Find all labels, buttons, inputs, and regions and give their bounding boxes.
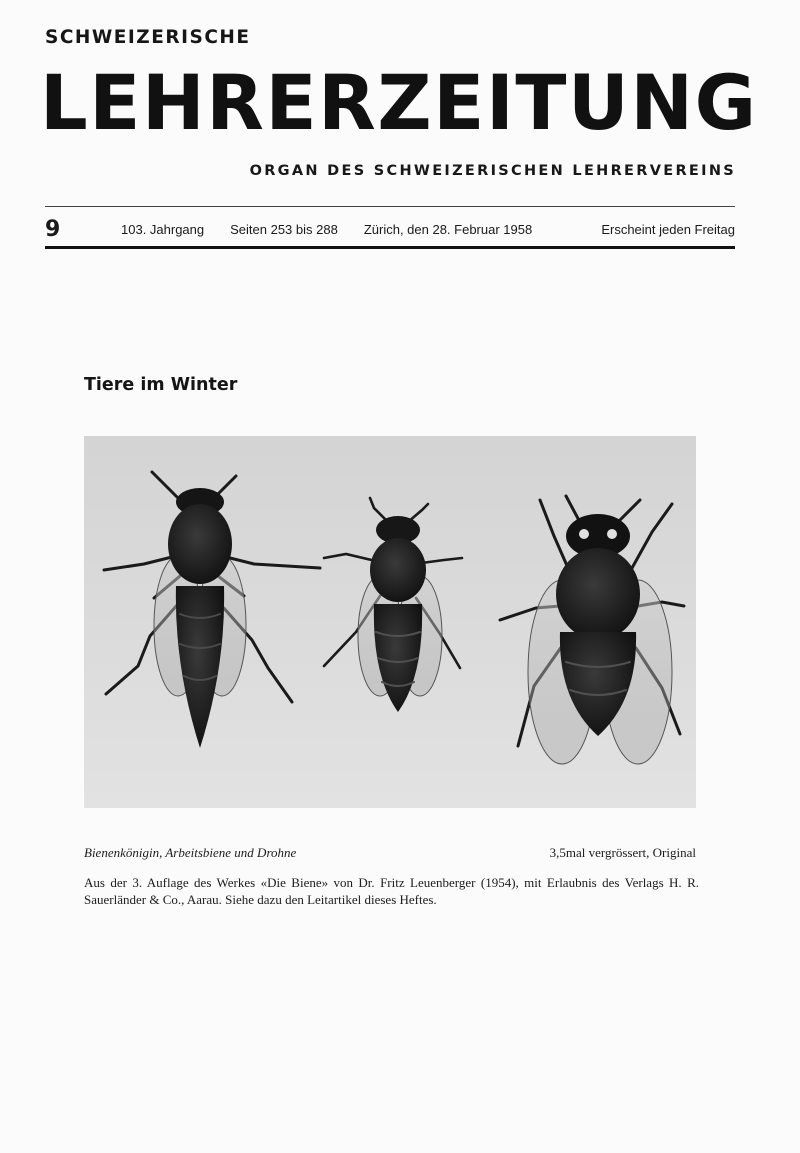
photo-credit: Aus der 3. Auflage des Werkes «Die Biene» von Dr. Fritz Leuenberger (1954), mit Erlaubnis des Verlags H. R. Sauerländer & Co., Aarau. Siehe dazu den Leitartikel dieses Heftes. — [84, 875, 699, 907]
issue-info-bar — [45, 216, 735, 242]
issue-place-date: Zürich, den 28. Februar 1958 — [363, 221, 533, 237]
figure-caption: Bienenkönigin, Arbeitsbiene und Drohne — [84, 845, 297, 860]
issue-number: 9 — [45, 216, 61, 242]
issue-volume: 103. Jahrgang — [121, 221, 205, 237]
issue-pages: Seiten 253 bis 288 — [230, 221, 338, 237]
masthead-title: LEHRERZEITUNG — [40, 58, 758, 147]
masthead-subtitle: ORGAN DES SCHWEIZERISCHEN LEHRERVEREINS — [249, 163, 736, 179]
header-divider — [45, 206, 735, 207]
article-heading: Tiere im Winter — [84, 375, 238, 395]
header-thick-rule — [45, 246, 735, 249]
queen-bee-illustration — [104, 472, 320, 748]
magnification-note: 3,5mal vergrössert, Original — [549, 845, 696, 860]
masthead-super-title: SCHWEIZERISCHE — [45, 27, 251, 48]
bee-photograph — [84, 436, 696, 808]
issue-frequency: Erscheint jeden Freitag — [601, 221, 735, 237]
worker-bee-illustration — [324, 498, 462, 712]
drone-bee-illustration — [500, 496, 684, 764]
